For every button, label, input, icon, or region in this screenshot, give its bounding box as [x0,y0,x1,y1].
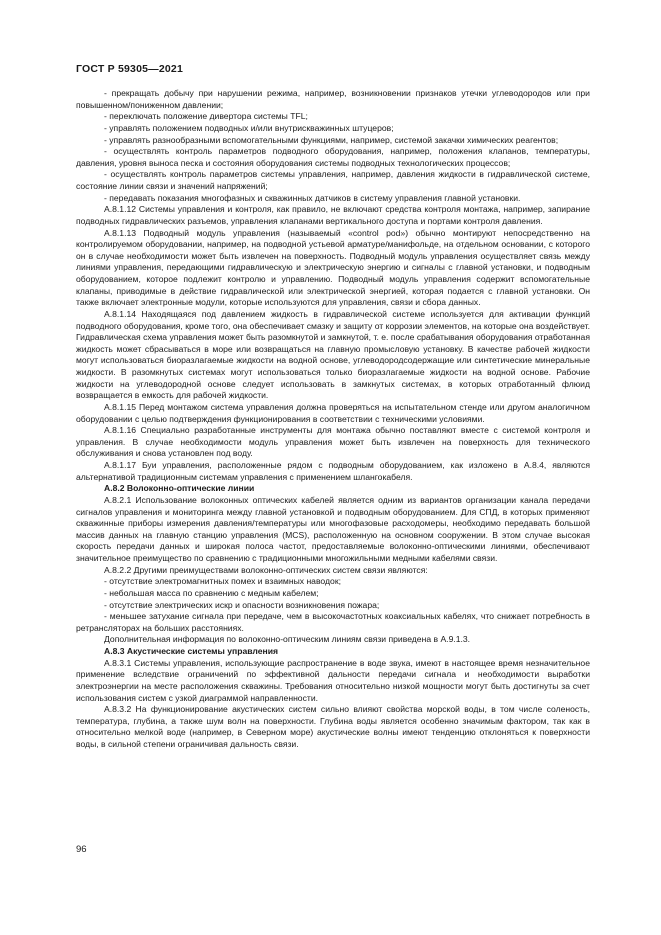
paragraph: - отсутствие электромагнитных помех и взаимных наводок; [104,576,341,587]
paragraph: - управлять разнообразными вспомогательными функциями, например, системой закачки химических реагентов; [104,134,559,145]
paragraph: А.8.3.1 Системы управления, использующие распространение в воде звука, имеют в настоящее время незначительное применение вследствие ограничений по эффективной дальности передачи сигнала и необходимости выработки электроэнергии на месте расположения скважины. Требования относительно низкой мощности могут быть достигнуты за счет использования систем с узкой диаграммой направленности. [76,657,590,703]
page-number: 96 [76,844,87,855]
paragraph: - управлять положением подводных и/или внутрискважинных штуцеров; [104,122,394,133]
paragraph: - меньшее затухание сигнала при передаче, чем в высокочастотных коаксиальных кабелях, что снижает потребность в ретрансляторах на больших расстояниях. [76,611,590,633]
paragraph: - осуществлять контроль параметров подводного оборудования, например, положения клапанов, температуры, давления, уровня выноса песка и состояния оборудования системы подводных технологических процессов; [76,146,590,168]
paragraph: А.8.3.2 На функционирование акустических систем сильно влияют свойства морской воды, в том числе соленость, температура, глубина, а также шум волн на поверхности. Глубина воды является особенно значимым фактором, так как в относительно мелкой воде (например, в Северном море) акустические волны имеют тенденцию отклоняться к поверхности воды, в сильной степени ограничивая дальность связи. [76,704,590,749]
paragraph: Дополнительная информация по волоконно-оптическим линиям связи приведена в А.9.1.3. [104,634,471,645]
paragraph: - осуществлять контроль параметров системы управления, например, давления жидкости в гидравлической системе, состояние линии связи и значений напряжений; [76,169,590,191]
paragraph: - отсутствие электрических искр и опасности возникновения пожара; [104,599,380,610]
paragraph: А.8.1.14 Находящаяся под давлением жидкость в гидравлической системе используется для активации функций подводного оборудования, кроме того, она обеспечивает смазку и защиту от коррозии элементов, на которые она воздействует. Гидравлическая схема управления может быть разомкнутой и замкнутой, т. е. после срабатывания оборудования отработанная жидкость может сбрасываться в море или возвращаться на главную промысловую установку. В качестве рабочей жидкости могут использоваться биоразлагаемые жидкости на водной основе, углеводородсодержащие или синтетические минеральные жидкости. В разомкнутых системах могут использоваться только биоразлагаемые жидкости на водной основе. Рабочие жидкости на углеводородной основе следует использовать в замкнутых системах, в которых отработанный флюид возвращается в емкость для рабочей жидкости. [76,308,590,401]
subsection-heading: А.8.2 Волоконно-оптические линии [104,483,255,494]
paragraph: А.8.1.12 Системы управления и контроля, как правило, не включают средства контроля монтажа, например, запирание подводных гидравлических разъемов, управления клапанами вертикального доступа и портами контроля давления. [76,204,590,226]
paragraph: А.8.2.2 Другими преимуществами волоконно-оптических систем связи являются: [104,564,428,575]
paragraph: - переключать положение дивертора системы TFL; [104,111,308,122]
subsection-heading: А.8.3 Акустические системы управления [104,646,279,656]
paragraph: - передавать показания многофазных и скважинных датчиков в систему управления главной установки. [104,192,521,203]
paragraph: А.8.1.17 Буи управления, расположенные рядом с подводным оборудованием, как изложено в А.8.4, являются альтернативой традиционным системам управления с применением шлангокабеля. [76,460,590,482]
paragraph: - прекращать добычу при нарушении режима, например, возникновении признаков утечки углеводородов или при повышенном/пониженном давлении; [76,88,590,110]
paragraph: - небольшая масса по сравнению с медным кабелем; [104,587,319,598]
document-body [76,88,590,751]
document-header: ГОСТ Р 59305—2021 [76,63,184,75]
paragraph: А.8.1.16 Специально разработанные инструменты для монтажа обычно поставляют вместе с системой контроля и управления. В случае необходимости модуль управления может быть извлечен на поверхность для технического обслуживания и снова установлен под воду. [76,425,590,459]
paragraph: А.8.1.15 Перед монтажом система управления должна проверяться на испытательном стенде или другом аналогичном оборудовании с целью подтверждения функционирования в соответствии с техническими условиями. [76,401,590,424]
paragraph: А.8.2.1 Использование волоконных оптических кабелей является одним из вариантов организации канала передачи сигналов управления и мониторинга между главной установкой и подводным оборудованием. Для СПД, в которых применяют скважинные приборы измерения давления/температуры или многофазовые расходомеры, необходимо передавать большой массив данных на главную станцию управления (MCS), расположенную на основном сооружении. В этом случае высокая скорость передачи данных и широкая полоса частот, предоставляемые волоконно-оптическими линиями, обеспечивают значительное преимущество по сравнению с традиционными многожильными медными кабелями связи. [76,494,590,563]
paragraph: А.8.1.13 Подводный модуль управления (называемый «control pod») обычно монтируют непосредственно на контролируемом оборудовании, например, на подводной устьевой арматуре/манифольде, на отдельном основании, с которого он в случае необходимости может быть извлечен на поверхность. Подводный модуль управления осуществляет связь между линиями управления, передающими гидравлическую и электрическую энергию и сигналы с главной установки, и подводным оборудованием, которое подлежит контролю и управлению. Подводный модуль управления содержит вспомогательные клапаны, приводимые в действие гидравлической или электрической энергией, которая подается с главной установки. Он также включает электронные модули, которые используются для управления, связи и сбора данных. [76,227,590,308]
